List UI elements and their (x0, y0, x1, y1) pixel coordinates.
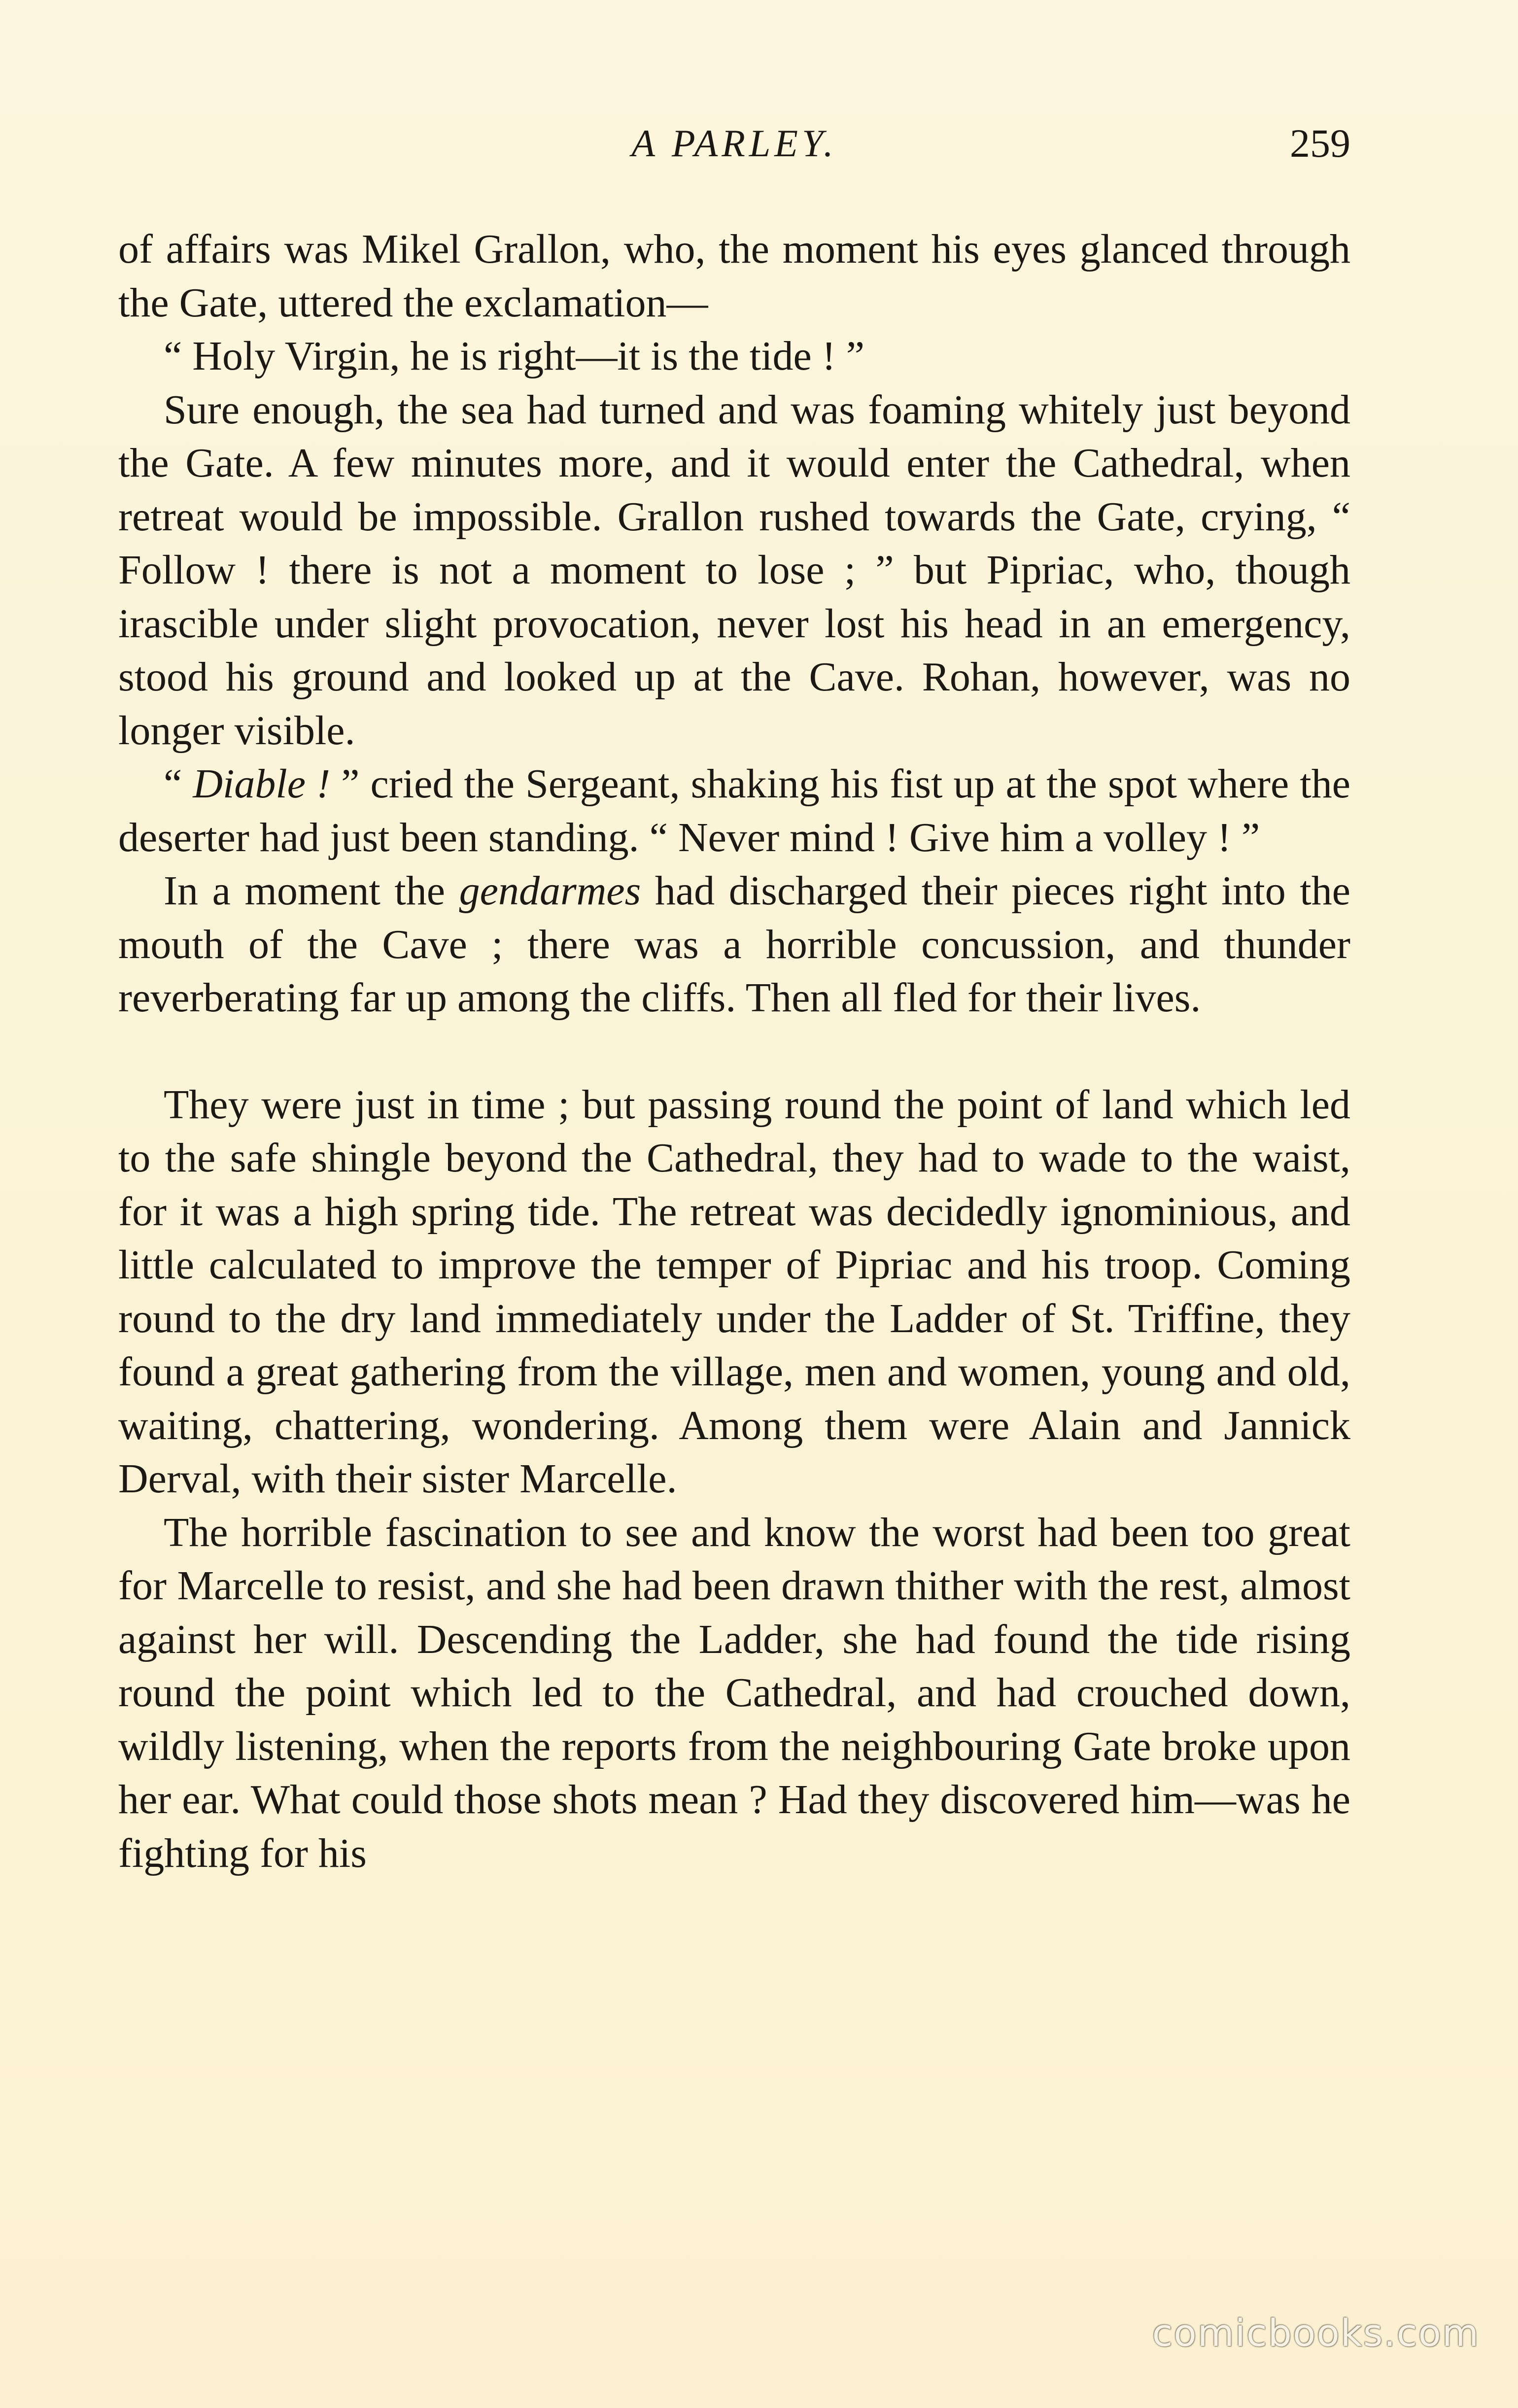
paragraph-1 (118, 223, 1350, 330)
paragraph-3 (118, 383, 1350, 758)
paragraph-4 (118, 757, 1350, 864)
paragraph-text: They were just in time ; but passing round the point of land which led to the safe shingle beyond the Cathedral, they had to wade to the waist, for it was a high spring tide. The retreat was decidedly ignominious, and little calculated to improve the temper of Pipriac and his troop. Coming round to the dry land immediately under the Ladder of St. Triffine, they found a great gathering from the village, men and women, young and old, waiting, chattering, wondering. Among them were Alain and Jannick Derval, with their sister Marcelle. (118, 1081, 1350, 1502)
watermark-logo: comicbooks.com (1152, 2311, 1480, 2355)
paragraph-text: In a moment the (164, 868, 459, 914)
paragraph-text: “ (164, 761, 193, 807)
paragraph-6 (118, 1078, 1350, 1506)
running-title: A PARLEY. (631, 122, 837, 165)
paragraph-text: had discharged their pieces right into the mouth of the Cave ; there was a horrible concussion, and thunder reverberating far up among the cliffs. Then all fled for their lives. (118, 868, 1350, 1021)
paragraph-text: “ Holy Virgin, he is right—it is the tide ! ” (164, 333, 865, 379)
paragraph-text: The horrible fascination to see and know the worst had been too great for Marcelle to resist, and she had been drawn thither with the rest, almost against her will. Descending the Ladder, she had found the tide rising round the point which led to the Cathedral, and had crouched down, wildly listening, when the reports from the neighbouring Gate broke upon her ear. What could those shots mean ? Had they discovered him—was he fighting for his (118, 1509, 1350, 1876)
paragraph-italic-text: Diable ! (193, 761, 331, 807)
paragraph-5 (118, 864, 1350, 1025)
paragraph-7 (118, 1506, 1350, 1881)
page-number: 259 (1290, 121, 1350, 166)
body-text (118, 223, 1350, 1880)
paragraph-text: Sure enough, the sea had turned and was foaming whitely just beyond the Gate. A few minutes more, and it would enter the Cathedral, when retreat would be impossible. Grallon rushed towards the Gate, crying, “ Follow ! there is not a moment to lose ; ” but Pipriac, who, though irascible under slight provocation, never lost his head in an emergency, stood his ground and looked up at the Cave. Rohan, however, was no longer visible. (118, 386, 1350, 754)
page-header (118, 116, 1350, 171)
paragraph-text: ” cried the Sergeant, shaking his fist up at the spot where the deserter had just been standing. “ Never mind ! Give him a volley ! ” (118, 761, 1350, 860)
paragraph-text: of affairs was Mikel Grallon, who, the moment his eyes glanced through the Gate, uttered the exclamation— (118, 226, 1350, 326)
paragraph-italic-text: gendarmes (459, 868, 641, 914)
paragraph-2 (118, 330, 1350, 383)
